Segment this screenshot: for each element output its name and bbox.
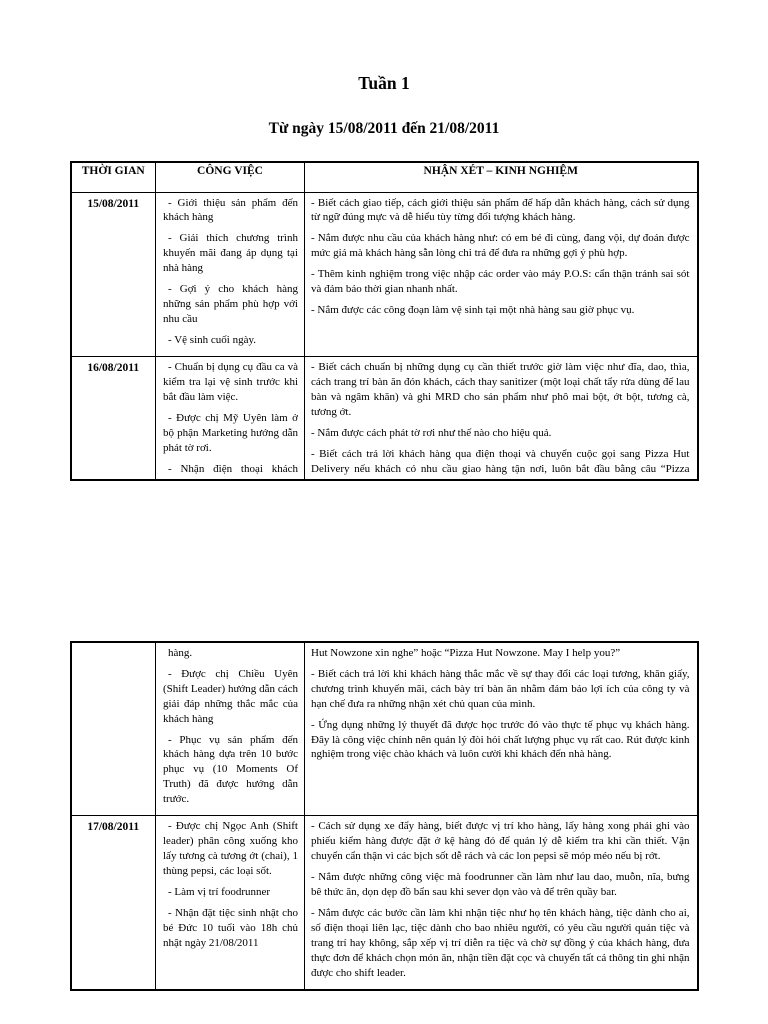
notes-cell [305,642,698,816]
table-row [71,816,698,990]
page-subtitle: Từ ngày 15/08/2011 đến 21/08/2011 [268,120,500,137]
tasks-cell [156,357,305,480]
table-row [71,642,698,816]
header-work: CÔNG VIỆC [156,162,305,192]
task-item: - Gợi ý cho khách hàng những sản phẩm phù hợp với nhu cầu [163,283,298,326]
task-item: - Chuẩn bị dụng cụ đầu ca và kiểm tra lại vệ sinh trước khi bắt đầu làm việc. [163,361,298,403]
task-item: - Được chị Ngọc Anh (Shift leader) phân công xuống kho lấy tương cà tương ớt (chai), 1 thùng pepsi, các loại sốt. [163,820,298,878]
note-item: - Thêm kinh nghiệm trong việc nhập các order vào máy P.O.S: cẩn thận tránh sai sót và đảm bảo thời gian nhanh nhất. [311,268,690,296]
note-item: - Nắm được nhu cầu của khách hàng như: có em bé đi cùng, đang vội, dự đoán được mức giá mà khách hàng sẵn lòng chi trả để đưa ra những gợi ý phù hợp. [311,232,690,260]
task-item: hàng. [168,646,193,659]
notes-cell [305,192,698,357]
note-item: - Biết cách giao tiếp, cách giới thiệu sản phẩm để hấp dẫn khách hàng, cách sử dụng từ ngữ đúng mực và dễ hiểu tùy từng đối tượng khách hàng. [311,196,690,224]
page-title: Tuần 1 [358,73,410,93]
header-notes: NHẬN XÉT – KINH NGHIỆM [305,162,698,192]
notes-cell [305,357,698,480]
note-item: - Ứng dụng những lý thuyết đã được học trước đó vào thực tế phục vụ khách hàng. Đây là công việc chính nên quản lý đòi hỏi chất lượng phục vụ rất cao. Rút được kinh nghiệm trong việc chào khách và luôn cười khi khách đến nhà hàng. [311,718,690,761]
task-item: - Giải thích chương trình khuyến mãi đang áp dụng tại nhà hàng [163,232,298,275]
table-header [71,162,698,192]
task-item: - Được chị Mỹ Uyên làm ở bộ phận Marketing hướng dẫn phát tờ rơi. [163,411,298,454]
date-cell: 15/08/2011 [71,192,156,357]
tasks-cell [156,816,305,990]
week-table-page2 [70,641,699,991]
note-item: Hut Nowzone xin nghe” hoặc “Pizza Hut Nowzone. May I help you?” [311,646,621,659]
task-item: - Được chị Chiều Uyên (Shift Leader) hướng dẫn cách giải đáp những thắc mắc của khách hàng [163,667,298,725]
note-item: - Biết cách trả lời khách hàng qua điện thoại và chuyển cuộc gọi sang Pizza Hut Delivery nếu khách có nhu cầu giao hàng tận nơi, luôn bắt đầu bằng câu “Pizza [311,447,690,475]
note-item: - Nắm được các bước cần làm khi nhận tiệc như họ tên khách hàng, tiệc dành cho ai, số điện thoại liên lạc, tiệc dành cho bao nhiêu người, có yêu cầu người quản tiệc và trang trí hay không, sắp xếp vị trí diễn ra tiệc và chờ sự đồng ý của khách hàng, đưa thực đơn để khách chọn món ăn, nhận tiền đặt cọc và chuyển tất cả thông tin ghi nhận được cho shift leader. [311,907,690,979]
date-cell: 17/08/2011 [71,816,156,990]
task-item: - Nhận điện thoại khách [168,462,298,475]
note-item: - Nắm được những công việc mà foodrunner cần làm như lau dao, muỗn, nĩa, bưng bê thức ăn, dọn dẹp đồ bẩn sau khi sever dọn vào và để trên quầy bar. [311,871,690,899]
table1-body [71,192,698,480]
note-item: - Biết cách trả lời khi khách hàng thắc mắc về sự thay đổi các loại tương, khăn giấy, chương trình khuyến mãi, cách bày trí bàn ăn nhằm đảm bảo lợi ích của công ty và hạn chế đưa ra những nhận xét chủ quan của mình. [311,667,690,710]
task-item: - Nhận đặt tiệc sinh nhật cho bé Đức 10 tuổi vào 18h chủ nhật ngày 21/08/2011 [163,907,298,949]
date-cell: 16/08/2011 [71,357,156,480]
note-item: - Nắm được các công đoạn làm vệ sinh tại một nhà hàng sau giờ phục vụ. [311,304,635,317]
header-time: THỜI GIAN [71,162,156,192]
note-item: - Nắm được cách phát tờ rơi như thế nào cho hiệu quả. [311,426,552,439]
task-item: - Vệ sinh cuối ngày. [168,334,256,347]
tasks-cell [156,642,305,816]
note-item: - Cách sử dụng xe đẩy hàng, biết được vị trí kho hàng, lấy hàng xong phải ghi vào phiếu kiểm hàng được đặt ở kệ hàng đó để quản lý dễ kiểm tra khi cần thiết. Vận chuyển cẩn thận vì các bịch sốt dễ rách và các lon pepsi sẽ móp méo nếu bị rớt. [311,820,690,863]
notes-cell [305,816,698,990]
date-cell [71,642,156,816]
tasks-cell [156,192,305,357]
table-row [71,357,698,480]
note-item: - Biết cách chuẩn bị những dụng cụ cần thiết trước giờ làm việc như đĩa, dao, thìa, cách trang trí bàn ăn đón khách, cách thay sanitizer (một loại chất tẩy rửa dùng để lau bàn và ngâm khăn) và ghi MRD cho sản phẩm như phô mai bột, ớt bột, tương cà, tương ớt. [311,361,690,418]
header-row [71,162,698,192]
week-table-page1 [70,161,699,481]
task-item: - Giới thiệu sản phẩm đến khách hàng [163,196,298,224]
table2-body [71,642,698,990]
table-row [71,192,698,357]
task-item: - Làm vị trí foodrunner [168,886,271,899]
task-item: - Phục vụ sản phẩm đến khách hàng dựa trên 10 bước phục vụ (10 Moments Of Truth) đã được hướng dẫn trước. [163,733,298,806]
